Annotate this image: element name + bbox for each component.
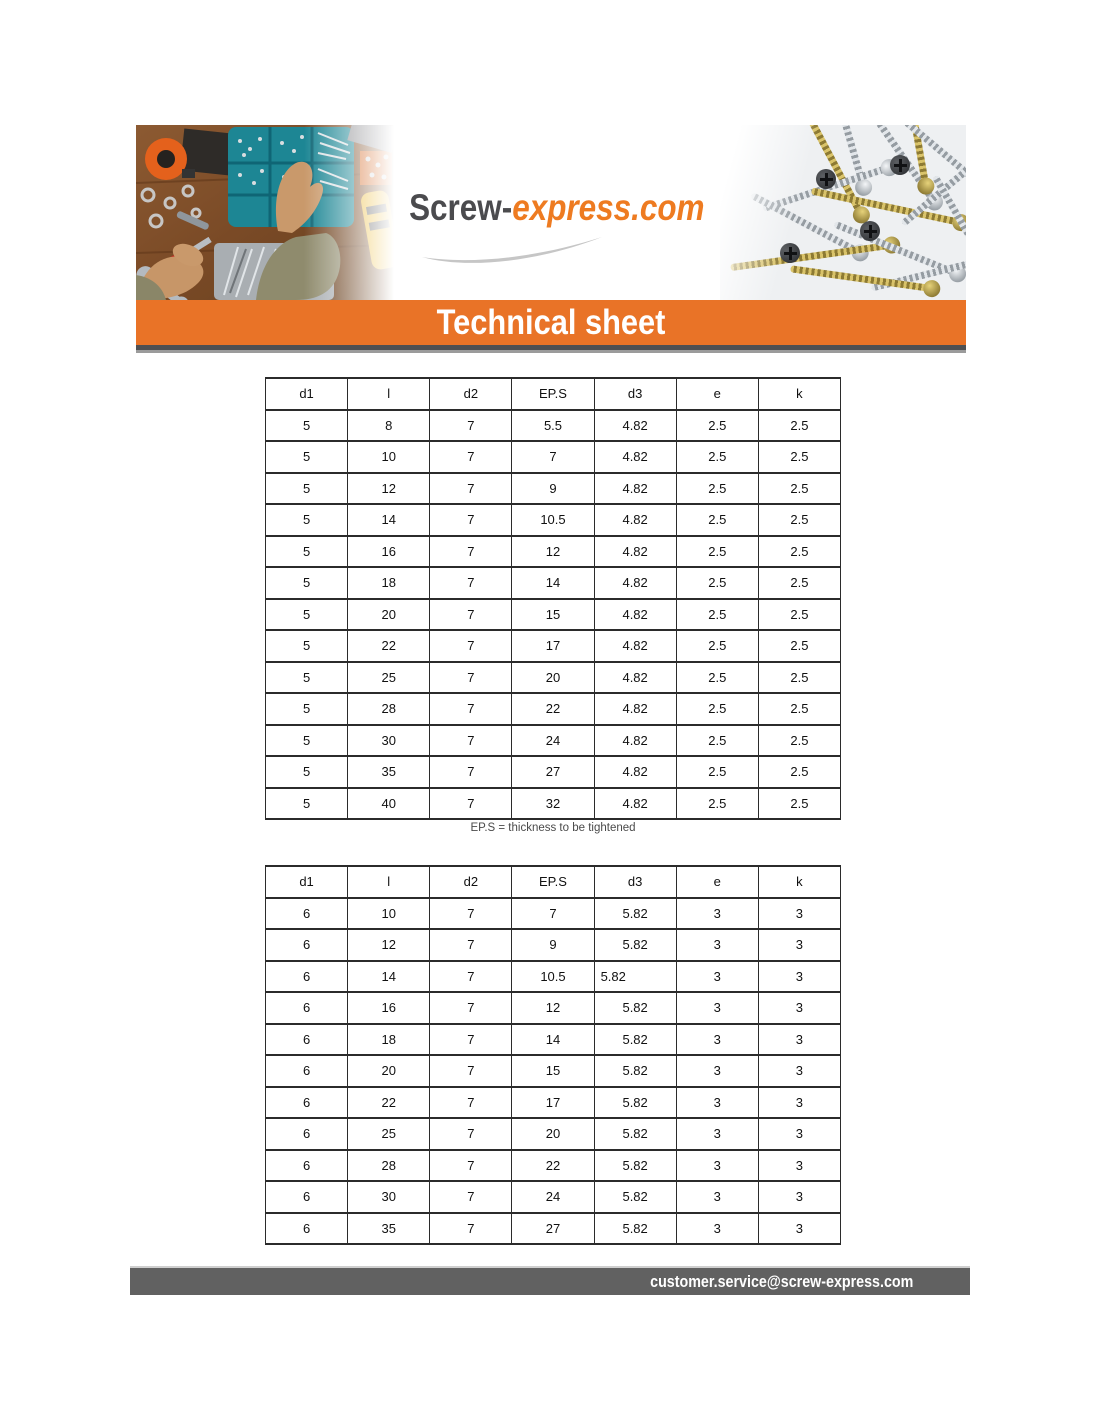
table-row: [266, 599, 841, 631]
table-cell: 18: [348, 567, 430, 599]
table-cell: 7: [430, 693, 512, 725]
table-cell: 2.5: [676, 725, 758, 757]
column-header: d1: [266, 866, 348, 898]
table-cell: 15: [512, 599, 594, 631]
table-cell: 4.82: [594, 473, 676, 505]
table-cell: 25: [348, 662, 430, 694]
table-cell: 5.82: [594, 898, 676, 930]
table-cell: 7: [430, 441, 512, 473]
table-cell: 2.5: [758, 756, 840, 788]
table-cell: 14: [348, 961, 430, 993]
column-header: d3: [594, 378, 676, 410]
table-cell: 3: [676, 1150, 758, 1182]
table-cell: 6: [266, 1024, 348, 1056]
banner-divider: [136, 345, 966, 353]
table-cell: 6: [266, 961, 348, 993]
table-cell: 2.5: [758, 662, 840, 694]
table-row: [266, 929, 841, 961]
table-cell: 10: [348, 441, 430, 473]
table-cell: 6: [266, 1087, 348, 1119]
table-cell: 7: [430, 1118, 512, 1150]
banner-title: Technical sheet: [436, 302, 666, 342]
table-cell: 9: [512, 929, 594, 961]
column-header: l: [348, 378, 430, 410]
table-cell: 15: [512, 1055, 594, 1087]
spec-table-d1-5: [265, 377, 841, 820]
logo-swoosh-icon: [420, 233, 610, 267]
table-cell: 5: [266, 725, 348, 757]
logo: [394, 125, 720, 300]
table-cell: 3: [758, 1024, 840, 1056]
column-header: d3: [594, 866, 676, 898]
table-header-row: [266, 378, 841, 410]
column-header: d2: [430, 866, 512, 898]
table-cell: 4.82: [594, 504, 676, 536]
table-cell: 28: [348, 1150, 430, 1182]
table-cell: 20: [348, 599, 430, 631]
table-cell: 5.82: [594, 1024, 676, 1056]
table-row: [266, 992, 841, 1024]
table-cell: 5.82: [594, 1118, 676, 1150]
table-cell: 3: [758, 1181, 840, 1213]
table-cell: 4.82: [594, 599, 676, 631]
table-cell: 7: [430, 1213, 512, 1245]
table-cell: 2.5: [758, 788, 840, 820]
workbench-photo-graphic: [136, 125, 394, 300]
eps-note: EP.S = thickness to be tightened: [470, 822, 636, 834]
table-cell: 7: [430, 504, 512, 536]
table-cell: 27: [512, 756, 594, 788]
table-cell: 5.5: [512, 410, 594, 442]
table-row: [266, 756, 841, 788]
table-cell: 4.82: [594, 410, 676, 442]
table-cell: 5: [266, 473, 348, 505]
table-cell: 3: [758, 961, 840, 993]
column-header: EP.S: [512, 866, 594, 898]
table-row: [266, 662, 841, 694]
table-cell: 6: [266, 898, 348, 930]
table-cell: 3: [676, 929, 758, 961]
table-cell: 25: [348, 1118, 430, 1150]
table-cell: 2.5: [758, 536, 840, 568]
table-row: [266, 567, 841, 599]
table-cell: 5: [266, 410, 348, 442]
table-row: [266, 1150, 841, 1182]
column-header: d2: [430, 378, 512, 410]
logo-text-screw: Screw-: [409, 187, 513, 228]
table-cell: 2.5: [758, 725, 840, 757]
table-cell: 5.82: [594, 1181, 676, 1213]
table-cell: 7: [430, 567, 512, 599]
table-row: [266, 1087, 841, 1119]
table-cell: 12: [512, 536, 594, 568]
table-cell: 5.82: [594, 929, 676, 961]
table-row: [266, 1118, 841, 1150]
logo-text-express: express.com: [512, 187, 705, 228]
column-header: k: [758, 378, 840, 410]
table-cell: 14: [512, 567, 594, 599]
table-cell: 16: [348, 536, 430, 568]
table-row: [266, 441, 841, 473]
table-cell: 35: [348, 1213, 430, 1245]
table-cell: 2.5: [758, 693, 840, 725]
sheet-content: [130, 0, 970, 1422]
table-cell: 2.5: [758, 473, 840, 505]
table-cell: 3: [758, 1087, 840, 1119]
table-cell: 5: [266, 788, 348, 820]
table-cell: 5.82: [594, 961, 676, 993]
table-cell: 5: [266, 630, 348, 662]
table-cell: 22: [512, 693, 594, 725]
table-cell: 22: [348, 630, 430, 662]
column-header: e: [676, 866, 758, 898]
table-cell: 5: [266, 441, 348, 473]
table-cell: 6: [266, 1118, 348, 1150]
table-row: [266, 504, 841, 536]
table-cell: 2.5: [676, 536, 758, 568]
table-cell: 32: [512, 788, 594, 820]
table-row: [266, 898, 841, 930]
table-cell: 30: [348, 1181, 430, 1213]
table-cell: 2.5: [676, 788, 758, 820]
table-cell: 2.5: [676, 410, 758, 442]
table-cell: 7: [430, 756, 512, 788]
table-cell: 10.5: [512, 961, 594, 993]
table-cell: 7: [430, 725, 512, 757]
table-cell: 5: [266, 599, 348, 631]
logo-text: [409, 187, 704, 229]
table-cell: 14: [512, 1024, 594, 1056]
table-cell: 4.82: [594, 756, 676, 788]
table-cell: 10: [348, 898, 430, 930]
workbench-photo: [136, 125, 394, 300]
table-cell: 20: [512, 662, 594, 694]
table-cell: 7: [430, 410, 512, 442]
table-cell: 3: [758, 1213, 840, 1245]
column-header: d1: [266, 378, 348, 410]
table-cell: 6: [266, 1181, 348, 1213]
column-header: EP.S: [512, 378, 594, 410]
table-cell: 17: [512, 630, 594, 662]
table-cell: 3: [676, 992, 758, 1024]
table-cell: 7: [430, 898, 512, 930]
table-row: [266, 961, 841, 993]
table-cell: 3: [758, 1118, 840, 1150]
table-cell: 5.82: [594, 1213, 676, 1245]
table-cell: 5: [266, 536, 348, 568]
table-cell: 3: [758, 1150, 840, 1182]
table-row: [266, 1213, 841, 1245]
table-cell: 12: [348, 929, 430, 961]
table-row: [266, 630, 841, 662]
table-cell: 2.5: [676, 473, 758, 505]
table-cell: 3: [676, 1213, 758, 1245]
table-cell: 7: [430, 1087, 512, 1119]
table-cell: 4.82: [594, 536, 676, 568]
table-cell: 7: [430, 536, 512, 568]
table-cell: 3: [758, 929, 840, 961]
table-cell: 2.5: [676, 504, 758, 536]
table-cell: 5.82: [594, 1087, 676, 1119]
table-cell: 35: [348, 756, 430, 788]
technical-sheet-banner: [136, 300, 966, 345]
table-cell: 7: [430, 929, 512, 961]
table-cell: 7: [430, 788, 512, 820]
table-cell: 3: [676, 1181, 758, 1213]
table-cell: 20: [512, 1118, 594, 1150]
photo-fade-overlay: [720, 125, 966, 300]
table-cell: 22: [512, 1150, 594, 1182]
table-cell: 6: [266, 929, 348, 961]
table-cell: 7: [430, 1181, 512, 1213]
table-row: [266, 1024, 841, 1056]
table-cell: 3: [676, 1024, 758, 1056]
table-cell: 27: [512, 1213, 594, 1245]
table-cell: 4.82: [594, 662, 676, 694]
table-cell: 6: [266, 1213, 348, 1245]
table-cell: 3: [758, 1055, 840, 1087]
table-cell: 7: [430, 992, 512, 1024]
table-cell: 4.82: [594, 441, 676, 473]
table-cell: 12: [348, 473, 430, 505]
table-cell: 3: [758, 898, 840, 930]
table-cell: 2.5: [758, 410, 840, 442]
header-band: [130, 125, 970, 300]
table-cell: 16: [348, 992, 430, 1024]
table-cell: 3: [676, 1055, 758, 1087]
table-cell: 5.82: [594, 992, 676, 1024]
table-cell: 7: [512, 441, 594, 473]
table-cell: 18: [348, 1024, 430, 1056]
table-cell: 3: [676, 961, 758, 993]
table-cell: 10.5: [512, 504, 594, 536]
table-cell: 7: [430, 1055, 512, 1087]
table-cell: 17: [512, 1087, 594, 1119]
table-cell: 3: [676, 898, 758, 930]
table-row: [266, 536, 841, 568]
table-cell: 2.5: [676, 756, 758, 788]
table-cell: 28: [348, 693, 430, 725]
table-row: [266, 725, 841, 757]
table-cell: 3: [758, 992, 840, 1024]
table-row: [266, 788, 841, 820]
table-cell: 9: [512, 473, 594, 505]
table-cell: 6: [266, 1055, 348, 1087]
table-cell: 5: [266, 567, 348, 599]
table-row: [266, 693, 841, 725]
column-header: e: [676, 378, 758, 410]
table-cell: 2.5: [758, 441, 840, 473]
table-cell: 2.5: [758, 504, 840, 536]
table-cell: 2.5: [758, 567, 840, 599]
table-cell: 5.82: [594, 1150, 676, 1182]
table-row: [266, 473, 841, 505]
table-cell: 20: [348, 1055, 430, 1087]
table-cell: 7: [512, 898, 594, 930]
table-cell: 5: [266, 693, 348, 725]
table-cell: 2.5: [676, 693, 758, 725]
table-cell: 4.82: [594, 630, 676, 662]
spec-table-d1-6: [265, 865, 841, 1245]
table-cell: 2.5: [676, 599, 758, 631]
table-cell: 5: [266, 504, 348, 536]
table-cell: 7: [430, 473, 512, 505]
table-cell: 7: [430, 599, 512, 631]
table-header-row: [266, 866, 841, 898]
table-cell: 14: [348, 504, 430, 536]
table-cell: 5: [266, 662, 348, 694]
table-cell: 4.82: [594, 567, 676, 599]
table-cell: 2.5: [758, 599, 840, 631]
table-cell: 3: [676, 1087, 758, 1119]
column-header: l: [348, 866, 430, 898]
table-cell: 3: [676, 1118, 758, 1150]
table-cell: 2.5: [676, 567, 758, 599]
table-cell: 30: [348, 725, 430, 757]
table-cell: 7: [430, 1024, 512, 1056]
table-cell: 7: [430, 662, 512, 694]
table-cell: 5: [266, 756, 348, 788]
table-cell: 24: [512, 1181, 594, 1213]
column-header: k: [758, 866, 840, 898]
table-cell: 2.5: [676, 441, 758, 473]
footer-email: customer.service@screw-express.com: [649, 1271, 913, 1291]
screw-pile-photo: [720, 125, 966, 300]
table-cell: 4.82: [594, 725, 676, 757]
table-cell: 12: [512, 992, 594, 1024]
table-cell: 7: [430, 1150, 512, 1182]
table-cell: 2.5: [676, 630, 758, 662]
table-cell: 7: [430, 961, 512, 993]
table-cell: 7: [430, 630, 512, 662]
footer-bar: [130, 1266, 970, 1295]
table-row: [266, 410, 841, 442]
table-cell: 40: [348, 788, 430, 820]
table-cell: 4.82: [594, 693, 676, 725]
table-row: [266, 1181, 841, 1213]
table-cell: 24: [512, 725, 594, 757]
table-cell: 6: [266, 1150, 348, 1182]
table-cell: 8: [348, 410, 430, 442]
table-cell: 6: [266, 992, 348, 1024]
table-cell: 22: [348, 1087, 430, 1119]
table-row: [266, 1055, 841, 1087]
table-cell: 2.5: [676, 662, 758, 694]
table-cell: 4.82: [594, 788, 676, 820]
table-cell: 5.82: [594, 1055, 676, 1087]
table-cell: 2.5: [758, 630, 840, 662]
